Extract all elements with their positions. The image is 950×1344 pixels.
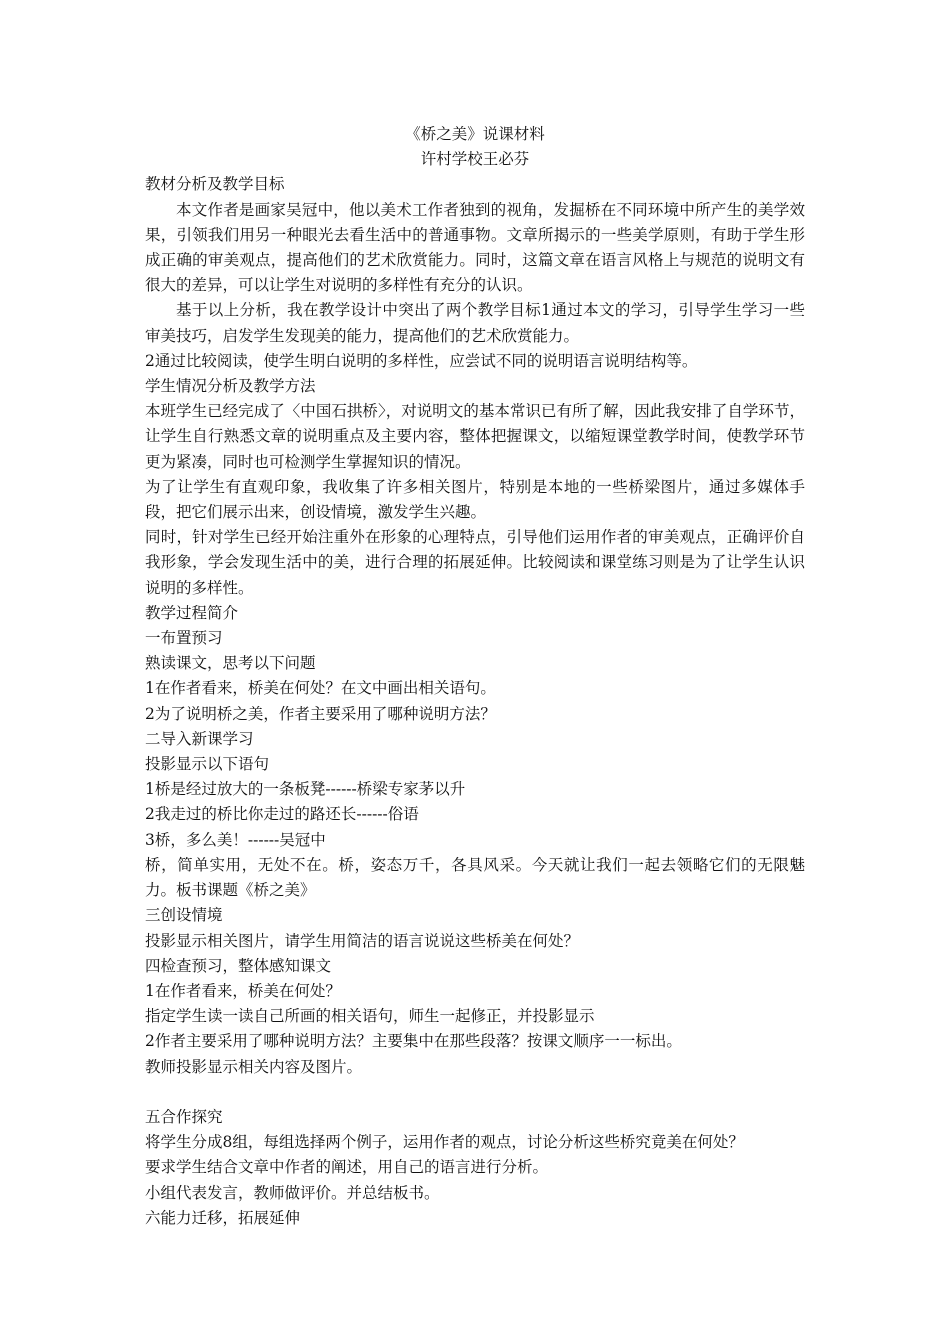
step-text: 教师投影显示相关内容及图片。 — [145, 1057, 363, 1076]
step-text: 指定学生读一读自己所画的相关语句，师生一起修正，并投影显示 — [145, 1007, 595, 1026]
step-question: 1在作者看来，桥美在何处？在文中画出相关语句。 — [145, 679, 496, 698]
step-heading-scenario: 三创设情境 — [145, 906, 223, 925]
paragraph-author-intro: 本文作者是画家吴冠中，他以美术工作者独到的视角，发掘桥在不同环境中所产生的美学效果，引领我们用另一种眼光去看生活中的普通事物。文章所揭示的一些美学原则，有助于学生形成正确的审美观点，提高他们的艺术欣赏能力。同时，这篇文章在语言风格上与规范的说明文有很大的差异，可以让学生对说明的多样性有充分的认识。 — [145, 200, 805, 295]
step-heading-introduction: 二导入新课学习 — [145, 729, 254, 748]
quote-line: 3桥，多么美！------吴冠中 — [145, 830, 326, 849]
paragraph-students-2: 为了让学生有直观印象，我收集了许多相关图片，特别是本地的一些桥梁图片，通过多媒体手段，把它们展示出来，创设情境，激发学生兴趣。 — [145, 477, 805, 522]
paragraph-goal-1: 基于以上分析，我在教学设计中突出了两个教学目标1通过本文的学习，引导学生学习一些审美技巧，启发学生发现美的能力，提高他们的艺术欣赏能力。 — [145, 301, 805, 345]
paragraph-goal-2: 2通过比较阅读，使学生明白说明的多样性，应尝试不同的说明语言说明结构等。 — [145, 351, 698, 370]
document-page — [145, 122, 805, 1231]
paragraph-students-3: 同时，针对学生已经开始注重外在形象的心理特点，引导他们运用作者的审美观点，正确评价自我形象，学会发现生活中的美，进行合理的拓展延伸。比较阅读和课堂练习则是为了让学生认识说明的多样性。 — [145, 528, 805, 597]
step-heading-extension: 六能力迁移，拓展延伸 — [145, 1208, 301, 1227]
quote-line: 2我走过的桥比你走过的路还长------俗语 — [145, 805, 419, 824]
step-text: 小组代表发言，教师做评价。并总结板书。 — [145, 1183, 440, 1202]
step-heading-preview: 一布置预习 — [145, 629, 223, 648]
document-title: 《桥之美》说课材料 — [405, 125, 545, 143]
step-text: 将学生分成8组，每组选择两个例子，运用作者的观点，讨论分析这些桥究竟美在何处？ — [145, 1133, 744, 1152]
paragraph-students-1: 本班学生已经完成了〈中国石拱桥〉，对说明文的基本常识已有所了解，因此我安排了自学环节，让学生自行熟悉文章的说明重点及主要内容，整体把握课文，以缩短课堂教学时间，使教学环节更为紧凑，同时也可检测学生掌握知识的情况。 — [145, 402, 805, 471]
section-heading-students: 学生情况分析及教学方法 — [145, 377, 316, 396]
step-question: 2作者主要采用了哪种说明方法？主要集中在那些段落？按课文顺序一一标出。 — [145, 1032, 682, 1051]
blank-line — [145, 1080, 805, 1105]
step-text: 熟读课文，思考以下问题 — [145, 654, 316, 673]
quote-line: 1桥是经过放大的一条板凳------桥梁专家茅以升 — [145, 780, 466, 799]
document-author: 许村学校王必芬 — [420, 150, 530, 169]
step-heading-check: 四检查预习，整体感知课文 — [145, 956, 332, 975]
step-question: 2为了说明桥之美，作者主要采用了哪种说明方法？ — [145, 704, 496, 723]
step-heading-cooperation: 五合作探究 — [145, 1107, 223, 1126]
section-heading-process: 教学过程简介 — [145, 603, 239, 622]
step-question: 1在作者看来，桥美在何处？ — [145, 981, 341, 1000]
step-text: 投影显示以下语句 — [145, 755, 270, 774]
step-text: 要求学生结合文章中作者的阐述，用自己的语言进行分析。 — [145, 1158, 549, 1177]
section-heading-analysis: 教材分析及教学目标 — [145, 175, 285, 194]
paragraph-introduction: 桥，简单实用，无处不在。桥，姿态万千，各具风采。今天就让我们一起去领略它们的无限魅力。板书课题《桥之美》 — [145, 855, 805, 900]
step-text: 投影显示相关图片，请学生用简洁的语言说说这些桥美在何处？ — [145, 931, 580, 950]
